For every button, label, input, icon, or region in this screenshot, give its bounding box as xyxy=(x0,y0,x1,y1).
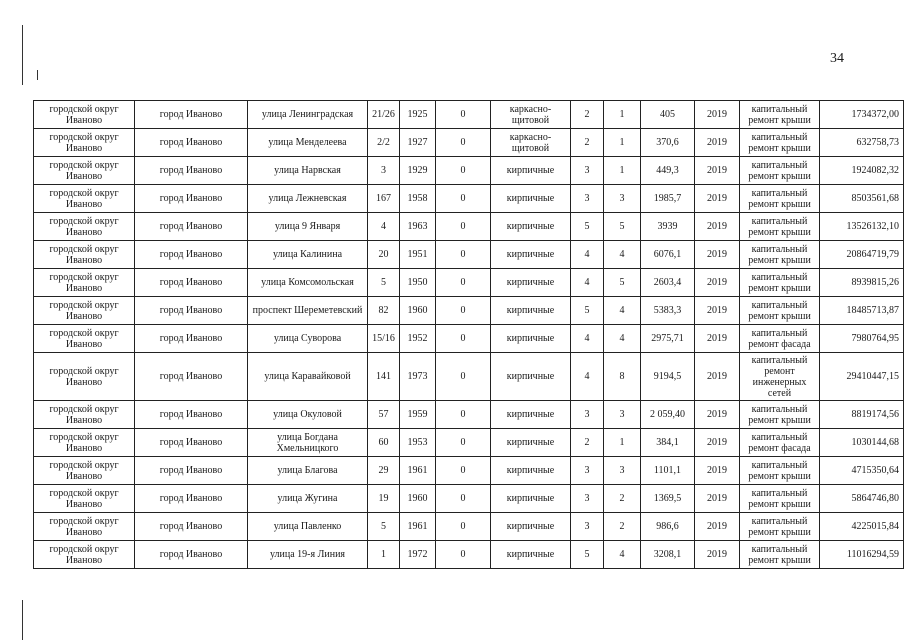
municipality-cell: городской округ Иваново xyxy=(34,129,135,157)
year-built-cell: 1950 xyxy=(400,269,436,297)
area-cell: 449,3 xyxy=(641,157,695,185)
house-number-cell: 57 xyxy=(368,401,400,429)
year-renovated-cell: 0 xyxy=(436,269,491,297)
work-type-cell: капитальный ремонт крыши xyxy=(740,401,820,429)
municipality-cell: городской округ Иваново xyxy=(34,185,135,213)
cost-cell: 8939815,26 xyxy=(820,269,904,297)
municipality-cell: городской округ Иваново xyxy=(34,101,135,129)
plan-year-cell: 2019 xyxy=(695,513,740,541)
municipality-cell: городской округ Иваново xyxy=(34,513,135,541)
floors-cell: 3 xyxy=(571,401,604,429)
cost-cell: 632758,73 xyxy=(820,129,904,157)
area-cell: 9194,5 xyxy=(641,353,695,401)
year-renovated-cell: 0 xyxy=(436,513,491,541)
year-built-cell: 1960 xyxy=(400,297,436,325)
year-renovated-cell: 0 xyxy=(436,457,491,485)
entrances-cell: 4 xyxy=(604,297,641,325)
work-type-cell: капитальный ремонт крыши xyxy=(740,101,820,129)
entrances-cell: 1 xyxy=(604,429,641,457)
municipality-cell: городской округ Иваново xyxy=(34,485,135,513)
house-number-cell: 5 xyxy=(368,513,400,541)
wall-material-cell: кирпичные xyxy=(491,541,571,569)
street-cell: улица Окуловой xyxy=(248,401,368,429)
year-renovated-cell: 0 xyxy=(436,101,491,129)
work-type-cell: капитальный ремонт крыши xyxy=(740,185,820,213)
work-type-cell: капитальный ремонт инженерных сетей xyxy=(740,353,820,401)
plan-year-cell: 2019 xyxy=(695,241,740,269)
year-built-cell: 1925 xyxy=(400,101,436,129)
wall-material-cell: кирпичные xyxy=(491,297,571,325)
floors-cell: 2 xyxy=(571,101,604,129)
plan-year-cell: 2019 xyxy=(695,157,740,185)
street-cell: улица 19-я Линия xyxy=(248,541,368,569)
cost-cell: 7980764,95 xyxy=(820,325,904,353)
house-number-cell: 29 xyxy=(368,457,400,485)
settlement-cell: город Иваново xyxy=(135,485,248,513)
table-row xyxy=(34,129,904,157)
year-renovated-cell: 0 xyxy=(436,353,491,401)
work-type-cell: капитальный ремонт крыши xyxy=(740,485,820,513)
table-row xyxy=(34,101,904,129)
municipality-cell: городской округ Иваново xyxy=(34,429,135,457)
municipality-cell: городской округ Иваново xyxy=(34,157,135,185)
street-cell: улица Менделеева xyxy=(248,129,368,157)
street-cell: проспект Шереметевский xyxy=(248,297,368,325)
scan-edge-mark xyxy=(37,70,38,80)
year-built-cell: 1959 xyxy=(400,401,436,429)
page-number: 34 xyxy=(830,51,844,66)
work-type-cell: капитальный ремонт крыши xyxy=(740,241,820,269)
house-number-cell: 4 xyxy=(368,213,400,241)
area-cell: 1985,7 xyxy=(641,185,695,213)
entrances-cell: 8 xyxy=(604,353,641,401)
floors-cell: 4 xyxy=(571,353,604,401)
floors-cell: 4 xyxy=(571,241,604,269)
municipality-cell: городской округ Иваново xyxy=(34,353,135,401)
wall-material-cell: кирпичные xyxy=(491,401,571,429)
wall-material-cell: кирпичные xyxy=(491,429,571,457)
entrances-cell: 4 xyxy=(604,541,641,569)
street-cell: улица Суворова xyxy=(248,325,368,353)
year-renovated-cell: 0 xyxy=(436,297,491,325)
work-type-cell: капитальный ремонт крыши xyxy=(740,541,820,569)
year-renovated-cell: 0 xyxy=(436,325,491,353)
plan-year-cell: 2019 xyxy=(695,401,740,429)
floors-cell: 5 xyxy=(571,541,604,569)
table-row xyxy=(34,185,904,213)
settlement-cell: город Иваново xyxy=(135,429,248,457)
year-built-cell: 1961 xyxy=(400,513,436,541)
year-renovated-cell: 0 xyxy=(436,541,491,569)
house-number-cell: 5 xyxy=(368,269,400,297)
settlement-cell: город Иваново xyxy=(135,457,248,485)
wall-material-cell: кирпичные xyxy=(491,269,571,297)
street-cell: улица 9 Января xyxy=(248,213,368,241)
table-body xyxy=(34,101,904,569)
year-built-cell: 1927 xyxy=(400,129,436,157)
house-number-cell: 1 xyxy=(368,541,400,569)
table-row xyxy=(34,513,904,541)
work-type-cell: капитальный ремонт крыши xyxy=(740,129,820,157)
entrances-cell: 3 xyxy=(604,185,641,213)
plan-year-cell: 2019 xyxy=(695,429,740,457)
settlement-cell: город Иваново xyxy=(135,353,248,401)
cost-cell: 4715350,64 xyxy=(820,457,904,485)
work-type-cell: капитальный ремонт фасада xyxy=(740,429,820,457)
house-number-cell: 3 xyxy=(368,157,400,185)
cost-cell: 5864746,80 xyxy=(820,485,904,513)
area-cell: 6076,1 xyxy=(641,241,695,269)
wall-material-cell: кирпичные xyxy=(491,485,571,513)
municipality-cell: городской округ Иваново xyxy=(34,325,135,353)
entrances-cell: 3 xyxy=(604,401,641,429)
settlement-cell: город Иваново xyxy=(135,241,248,269)
work-type-cell: капитальный ремонт крыши xyxy=(740,297,820,325)
area-cell: 5383,3 xyxy=(641,297,695,325)
work-type-cell: капитальный ремонт крыши xyxy=(740,457,820,485)
floors-cell: 3 xyxy=(571,485,604,513)
year-renovated-cell: 0 xyxy=(436,213,491,241)
settlement-cell: город Иваново xyxy=(135,325,248,353)
settlement-cell: город Иваново xyxy=(135,101,248,129)
entrances-cell: 5 xyxy=(604,213,641,241)
area-cell: 384,1 xyxy=(641,429,695,457)
table-row xyxy=(34,213,904,241)
entrances-cell: 1 xyxy=(604,101,641,129)
plan-year-cell: 2019 xyxy=(695,297,740,325)
table-row xyxy=(34,353,904,401)
house-number-cell: 20 xyxy=(368,241,400,269)
entrances-cell: 5 xyxy=(604,269,641,297)
wall-material-cell: каркасно-щитовой xyxy=(491,129,571,157)
settlement-cell: город Иваново xyxy=(135,401,248,429)
cost-cell: 8819174,56 xyxy=(820,401,904,429)
street-cell: улица Нарвская xyxy=(248,157,368,185)
year-renovated-cell: 0 xyxy=(436,157,491,185)
year-renovated-cell: 0 xyxy=(436,241,491,269)
area-cell: 3208,1 xyxy=(641,541,695,569)
scan-edge-mark xyxy=(22,600,23,640)
cost-cell: 29410447,15 xyxy=(820,353,904,401)
plan-year-cell: 2019 xyxy=(695,129,740,157)
municipality-cell: городской округ Иваново xyxy=(34,457,135,485)
settlement-cell: город Иваново xyxy=(135,297,248,325)
street-cell: улица Ленинградская xyxy=(248,101,368,129)
year-renovated-cell: 0 xyxy=(436,485,491,513)
wall-material-cell: кирпичные xyxy=(491,457,571,485)
municipality-cell: городской округ Иваново xyxy=(34,297,135,325)
housing-renovation-table xyxy=(33,100,904,569)
table-row xyxy=(34,485,904,513)
wall-material-cell: кирпичные xyxy=(491,213,571,241)
floors-cell: 5 xyxy=(571,297,604,325)
wall-material-cell: кирпичные xyxy=(491,157,571,185)
floors-cell: 4 xyxy=(571,269,604,297)
plan-year-cell: 2019 xyxy=(695,485,740,513)
area-cell: 2603,4 xyxy=(641,269,695,297)
cost-cell: 13526132,10 xyxy=(820,213,904,241)
year-built-cell: 1953 xyxy=(400,429,436,457)
area-cell: 370,6 xyxy=(641,129,695,157)
plan-year-cell: 2019 xyxy=(695,269,740,297)
wall-material-cell: кирпичные xyxy=(491,353,571,401)
wall-material-cell: кирпичные xyxy=(491,513,571,541)
house-number-cell: 2/2 xyxy=(368,129,400,157)
street-cell: улица Жугина xyxy=(248,485,368,513)
table-row xyxy=(34,457,904,485)
table-row xyxy=(34,297,904,325)
house-number-cell: 82 xyxy=(368,297,400,325)
house-number-cell: 19 xyxy=(368,485,400,513)
plan-year-cell: 2019 xyxy=(695,353,740,401)
settlement-cell: город Иваново xyxy=(135,129,248,157)
year-built-cell: 1963 xyxy=(400,213,436,241)
house-number-cell: 167 xyxy=(368,185,400,213)
table-row xyxy=(34,429,904,457)
table-row xyxy=(34,325,904,353)
plan-year-cell: 2019 xyxy=(695,325,740,353)
house-number-cell: 15/16 xyxy=(368,325,400,353)
settlement-cell: город Иваново xyxy=(135,185,248,213)
area-cell: 2975,71 xyxy=(641,325,695,353)
plan-year-cell: 2019 xyxy=(695,213,740,241)
table-row xyxy=(34,401,904,429)
area-cell: 405 xyxy=(641,101,695,129)
floors-cell: 5 xyxy=(571,213,604,241)
street-cell: улица Павленко xyxy=(248,513,368,541)
floors-cell: 2 xyxy=(571,429,604,457)
floors-cell: 3 xyxy=(571,513,604,541)
entrances-cell: 3 xyxy=(604,457,641,485)
area-cell: 1101,1 xyxy=(641,457,695,485)
entrances-cell: 2 xyxy=(604,485,641,513)
street-cell: улица Благова xyxy=(248,457,368,485)
floors-cell: 3 xyxy=(571,157,604,185)
area-cell: 3939 xyxy=(641,213,695,241)
table-row xyxy=(34,541,904,569)
entrances-cell: 4 xyxy=(604,325,641,353)
entrances-cell: 1 xyxy=(604,157,641,185)
floors-cell: 4 xyxy=(571,325,604,353)
year-built-cell: 1961 xyxy=(400,457,436,485)
municipality-cell: городской округ Иваново xyxy=(34,241,135,269)
table-row xyxy=(34,269,904,297)
cost-cell: 20864719,79 xyxy=(820,241,904,269)
cost-cell: 4225015,84 xyxy=(820,513,904,541)
year-built-cell: 1951 xyxy=(400,241,436,269)
work-type-cell: капитальный ремонт крыши xyxy=(740,157,820,185)
work-type-cell: капитальный ремонт крыши xyxy=(740,269,820,297)
cost-cell: 1734372,00 xyxy=(820,101,904,129)
wall-material-cell: кирпичные xyxy=(491,325,571,353)
municipality-cell: городской округ Иваново xyxy=(34,401,135,429)
floors-cell: 3 xyxy=(571,457,604,485)
cost-cell: 18485713,87 xyxy=(820,297,904,325)
year-renovated-cell: 0 xyxy=(436,429,491,457)
plan-year-cell: 2019 xyxy=(695,457,740,485)
municipality-cell: городской округ Иваново xyxy=(34,269,135,297)
year-built-cell: 1958 xyxy=(400,185,436,213)
year-built-cell: 1952 xyxy=(400,325,436,353)
street-cell: улица Каравайковой xyxy=(248,353,368,401)
area-cell: 986,6 xyxy=(641,513,695,541)
area-cell: 1369,5 xyxy=(641,485,695,513)
cost-cell: 1030144,68 xyxy=(820,429,904,457)
area-cell: 2 059,40 xyxy=(641,401,695,429)
floors-cell: 3 xyxy=(571,185,604,213)
entrances-cell: 2 xyxy=(604,513,641,541)
house-number-cell: 60 xyxy=(368,429,400,457)
wall-material-cell: кирпичные xyxy=(491,185,571,213)
wall-material-cell: каркасно-щитовой xyxy=(491,101,571,129)
plan-year-cell: 2019 xyxy=(695,185,740,213)
year-built-cell: 1960 xyxy=(400,485,436,513)
house-number-cell: 21/26 xyxy=(368,101,400,129)
entrances-cell: 1 xyxy=(604,129,641,157)
settlement-cell: город Иваново xyxy=(135,513,248,541)
wall-material-cell: кирпичные xyxy=(491,241,571,269)
settlement-cell: город Иваново xyxy=(135,157,248,185)
settlement-cell: город Иваново xyxy=(135,213,248,241)
year-renovated-cell: 0 xyxy=(436,129,491,157)
street-cell: улица Богдана Хмельницкого xyxy=(248,429,368,457)
street-cell: улица Комсомольская xyxy=(248,269,368,297)
year-renovated-cell: 0 xyxy=(436,401,491,429)
plan-year-cell: 2019 xyxy=(695,541,740,569)
plan-year-cell: 2019 xyxy=(695,101,740,129)
table-row xyxy=(34,157,904,185)
entrances-cell: 4 xyxy=(604,241,641,269)
street-cell: улица Лежневская xyxy=(248,185,368,213)
work-type-cell: капитальный ремонт крыши xyxy=(740,513,820,541)
year-renovated-cell: 0 xyxy=(436,185,491,213)
year-built-cell: 1973 xyxy=(400,353,436,401)
municipality-cell: городской округ Иваново xyxy=(34,213,135,241)
municipality-cell: городской округ Иваново xyxy=(34,541,135,569)
street-cell: улица Калинина xyxy=(248,241,368,269)
scan-edge-mark xyxy=(22,25,23,85)
house-number-cell: 141 xyxy=(368,353,400,401)
table-row xyxy=(34,241,904,269)
settlement-cell: город Иваново xyxy=(135,541,248,569)
floors-cell: 2 xyxy=(571,129,604,157)
year-built-cell: 1972 xyxy=(400,541,436,569)
settlement-cell: город Иваново xyxy=(135,269,248,297)
work-type-cell: капитальный ремонт крыши xyxy=(740,213,820,241)
cost-cell: 1924082,32 xyxy=(820,157,904,185)
work-type-cell: капитальный ремонт фасада xyxy=(740,325,820,353)
cost-cell: 11016294,59 xyxy=(820,541,904,569)
year-built-cell: 1929 xyxy=(400,157,436,185)
cost-cell: 8503561,68 xyxy=(820,185,904,213)
